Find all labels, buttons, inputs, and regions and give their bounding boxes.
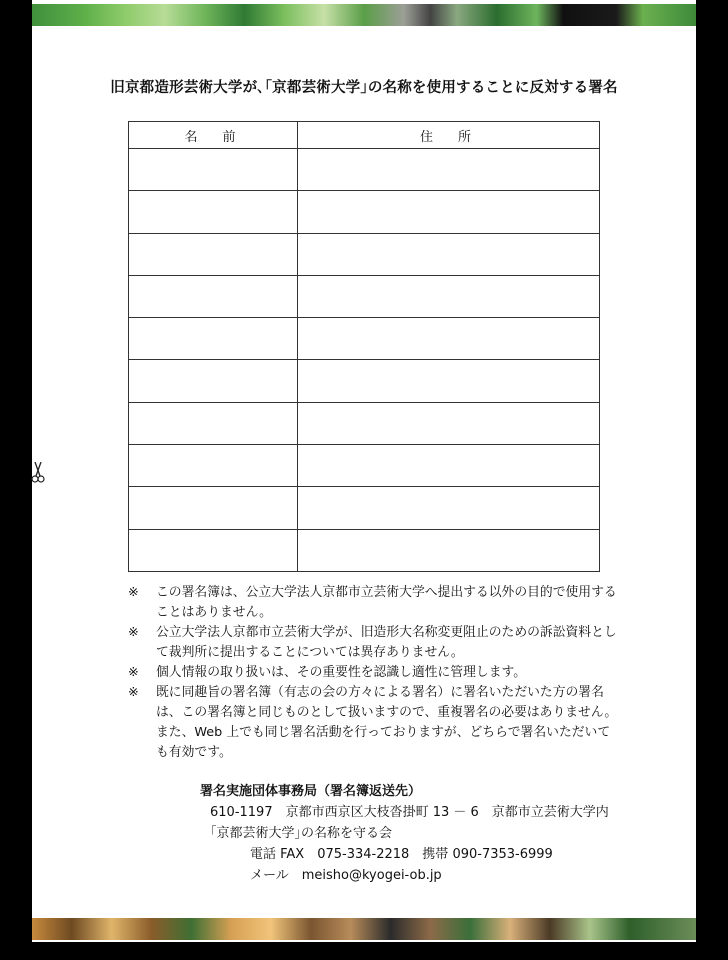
header-name: 名 前 bbox=[129, 122, 298, 149]
name-cell[interactable] bbox=[129, 275, 298, 317]
address-cell[interactable] bbox=[298, 402, 600, 444]
signature-table bbox=[128, 121, 600, 572]
table-row bbox=[129, 191, 600, 233]
address-cell[interactable] bbox=[298, 149, 600, 191]
table-row bbox=[129, 360, 600, 402]
note-text: 既に同趣旨の署名簿（有志の会の方々による署名）に署名いただいた方の署名は、この署名簿と同じものとして扱いますので、重複署名の必要はありません。また、Web 上でも同じ署名活動を行っておりますが、どちらで署名いただいても有効です。 bbox=[156, 685, 618, 760]
note-item bbox=[128, 663, 618, 683]
note-mark: ※ bbox=[128, 585, 139, 600]
name-cell[interactable] bbox=[129, 149, 298, 191]
name-cell[interactable] bbox=[129, 360, 298, 402]
signature-rows bbox=[129, 149, 600, 572]
note-mark: ※ bbox=[128, 685, 139, 700]
name-cell[interactable] bbox=[129, 318, 298, 360]
table-row bbox=[129, 149, 600, 191]
address-cell[interactable] bbox=[298, 360, 600, 402]
table-row bbox=[129, 487, 600, 529]
name-cell[interactable] bbox=[129, 191, 298, 233]
table-row bbox=[129, 529, 600, 571]
note-mark: ※ bbox=[128, 665, 139, 680]
name-cell[interactable] bbox=[129, 445, 298, 487]
decorative-bottom-strip bbox=[32, 918, 696, 940]
signature-sheet-page bbox=[32, 0, 696, 942]
address-cell[interactable] bbox=[298, 529, 600, 571]
notes-list bbox=[128, 583, 618, 763]
office-address: 610-1197 京都市西京区大枝沓掛町 13 － 6 京都市立芸術大学内 bbox=[210, 805, 609, 820]
address-cell[interactable] bbox=[298, 233, 600, 275]
table-row bbox=[129, 275, 600, 317]
address-cell[interactable] bbox=[298, 487, 600, 529]
note-item bbox=[128, 623, 618, 663]
table-row bbox=[129, 318, 600, 360]
header-address: 住 所 bbox=[298, 122, 600, 149]
name-cell[interactable] bbox=[129, 487, 298, 529]
address-cell[interactable] bbox=[298, 191, 600, 233]
table-row bbox=[129, 402, 600, 444]
note-item bbox=[128, 683, 618, 763]
office-email: メール meisho@kyogei-ob.jp bbox=[250, 868, 442, 883]
page-title: 旧京都造形芸術大学が､｢京都芸術大学｣の名称を使用することに反対する署名 bbox=[110, 80, 618, 96]
address-cell[interactable] bbox=[298, 275, 600, 317]
address-cell[interactable] bbox=[298, 445, 600, 487]
name-cell[interactable] bbox=[129, 233, 298, 275]
note-text: 公立大学法人京都市立芸術大学が、旧造形大名称変更阻止のための訴訟資料として裁判所に提出することについては異存ありません。 bbox=[156, 625, 617, 660]
scissors-icon bbox=[31, 462, 45, 484]
table-header-row bbox=[129, 122, 600, 149]
table-row bbox=[129, 233, 600, 275]
name-cell[interactable] bbox=[129, 402, 298, 444]
note-text: この署名簿は、公立大学法人京都市立芸術大学へ提出する以外の目的で使用することはありません。 bbox=[156, 585, 617, 620]
table-row bbox=[129, 445, 600, 487]
office-heading: 署名実施団体事務局（署名簿返送先） bbox=[200, 784, 422, 799]
note-mark: ※ bbox=[128, 625, 139, 640]
decorative-top-strip bbox=[32, 4, 696, 26]
office-org: ｢京都芸術大学｣の名称を守る会 bbox=[210, 826, 393, 841]
note-item bbox=[128, 583, 618, 623]
note-text: 個人情報の取り扱いは、その重要性を認識し適性に管理します。 bbox=[156, 665, 527, 680]
address-cell[interactable] bbox=[298, 318, 600, 360]
name-cell[interactable] bbox=[129, 529, 298, 571]
office-phone: 電話 FAX 075-334-2218 携帯 090-7353-6999 bbox=[250, 847, 553, 862]
